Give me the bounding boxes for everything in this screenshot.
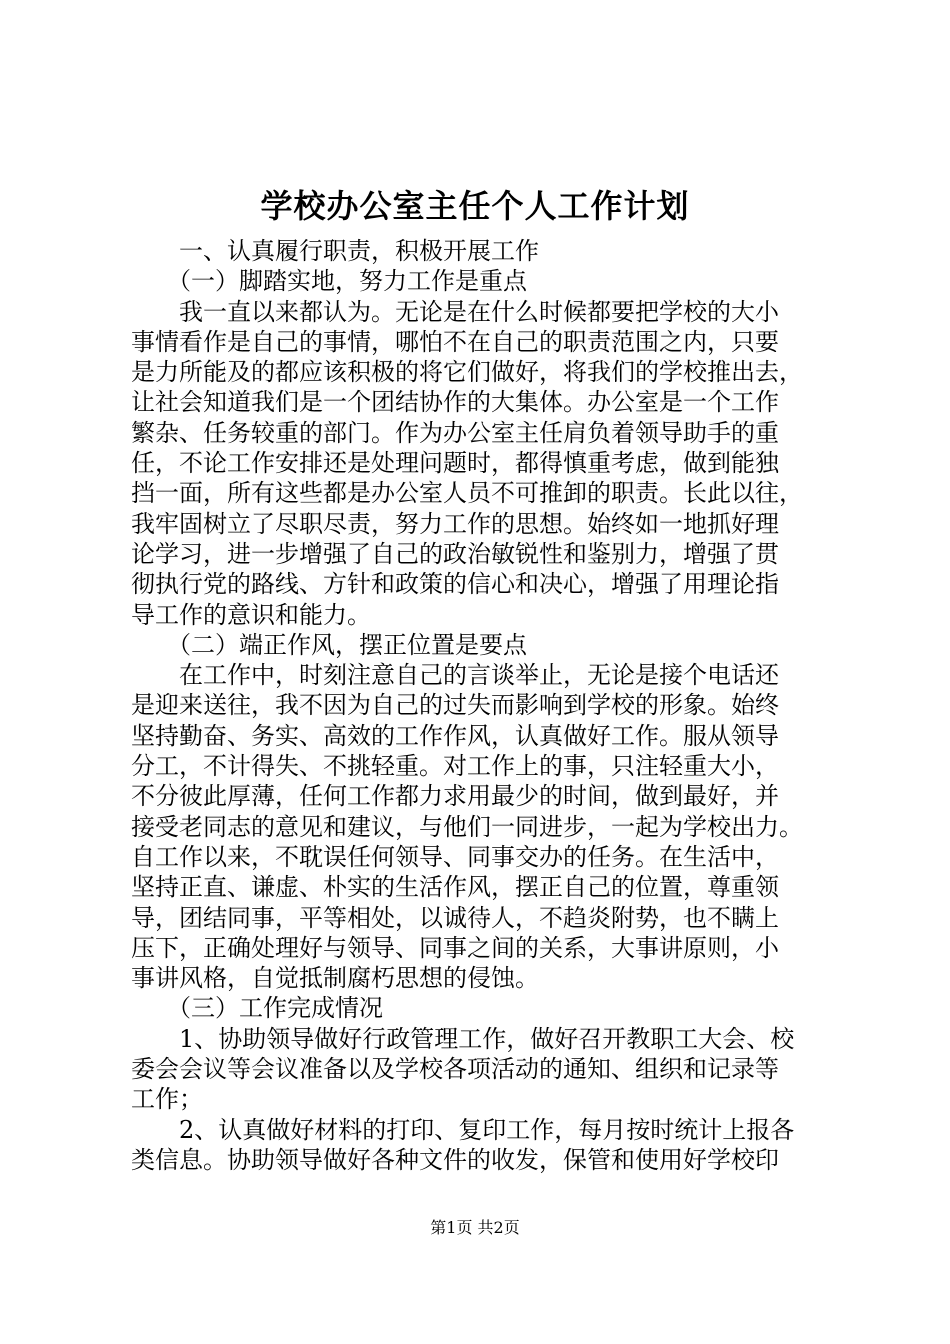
body-line: 自工作以来，不耽误任何领导、同事交办的任务。在生活中， <box>131 842 779 871</box>
body-line: 工作； <box>131 1085 203 1114</box>
body-line: 导工作的意识和能力。 <box>131 600 371 629</box>
body-line: 挡一面，所有这些都是办公室人员不可推卸的职责。长此以往， <box>131 479 803 508</box>
body-line: 论学习，进一步增强了自己的政治敏锐性和鉴别力，增强了贯 <box>131 539 779 568</box>
body-line: 2、认真做好材料的打印、复印工作，每月按时统计上报各 <box>131 1115 795 1144</box>
body-line: 是力所能及的都应该积极的将它们做好，将我们的学校推出去， <box>131 358 803 387</box>
body-line: 类信息。协助领导做好各种文件的收发，保管和使用好学校印 <box>131 1145 779 1174</box>
body-line: 事讲风格，自觉抵制腐朽思想的侵蚀。 <box>131 964 539 993</box>
body-line: 接受老同志的意见和建议，与他们一同进步，一起为学校出力。 <box>131 812 803 841</box>
body-line: 彻执行党的路线、方针和政策的信心和决心，增强了用理论指 <box>131 570 779 599</box>
body-line: 在工作中，时刻注意自己的言谈举止，无论是接个电话还 <box>131 661 779 690</box>
body-line: 压下，正确处理好与领导、同事之间的关系，大事讲原则，小 <box>131 933 779 962</box>
body-line: 是迎来送往，我不因为自己的过失而影响到学校的形象。始终 <box>131 691 779 720</box>
document-body <box>131 236 831 1175</box>
body-line: 不分彼此厚薄，任何工作都力求用最少的时间，做到最好，并 <box>131 782 779 811</box>
body-line: 让社会知道我们是一个团结协作的大集体。办公室是一个工作 <box>131 388 779 417</box>
body-line: 分工，不计得失、不挑轻重。对工作上的事，只注轻重大小， <box>131 752 779 781</box>
body-line: （三）工作完成情况 <box>131 994 383 1023</box>
body-line: 坚持正直、谦虚、朴实的生活作风，摆正自己的位置，尊重领 <box>131 873 779 902</box>
body-line: 委会会议等会议准备以及学校各项活动的通知、组织和记录等 <box>131 1055 779 1084</box>
body-line: 坚持勤奋、务实、高效的工作作风，认真做好工作。服从领导 <box>131 721 779 750</box>
body-line: 1、协助领导做好行政管理工作，做好召开教职工大会、校 <box>131 1024 795 1053</box>
page-indicator: 第1页 共2页 <box>430 1218 520 1237</box>
body-line: （二）端正作风，摆正位置是要点 <box>131 630 527 659</box>
body-line: 任，不论工作安排还是处理问题时，都得慎重考虑，做到能独 <box>131 449 779 478</box>
body-line: 我一直以来都认为。无论是在什么时候都要把学校的大小 <box>131 297 779 326</box>
body-line: 一、认真履行职责，积极开展工作 <box>131 237 539 265</box>
body-line: 我牢固树立了尽职尽责，努力工作的思想。始终如一地抓好理 <box>131 509 779 538</box>
body-line: 事情看作是自己的事情，哪怕不在自己的职责范围之内，只要 <box>131 327 779 356</box>
body-line: （一）脚踏实地，努力工作是重点 <box>131 267 527 296</box>
document-title: 学校办公室主任个人工作计划 <box>260 187 690 225</box>
body-line: 繁杂、任务较重的部门。作为办公室主任肩负着领导助手的重 <box>131 418 779 447</box>
body-line: 导，团结同事，平等相处，以诚待人，不趋炎附势，也不瞒上 <box>131 903 779 932</box>
